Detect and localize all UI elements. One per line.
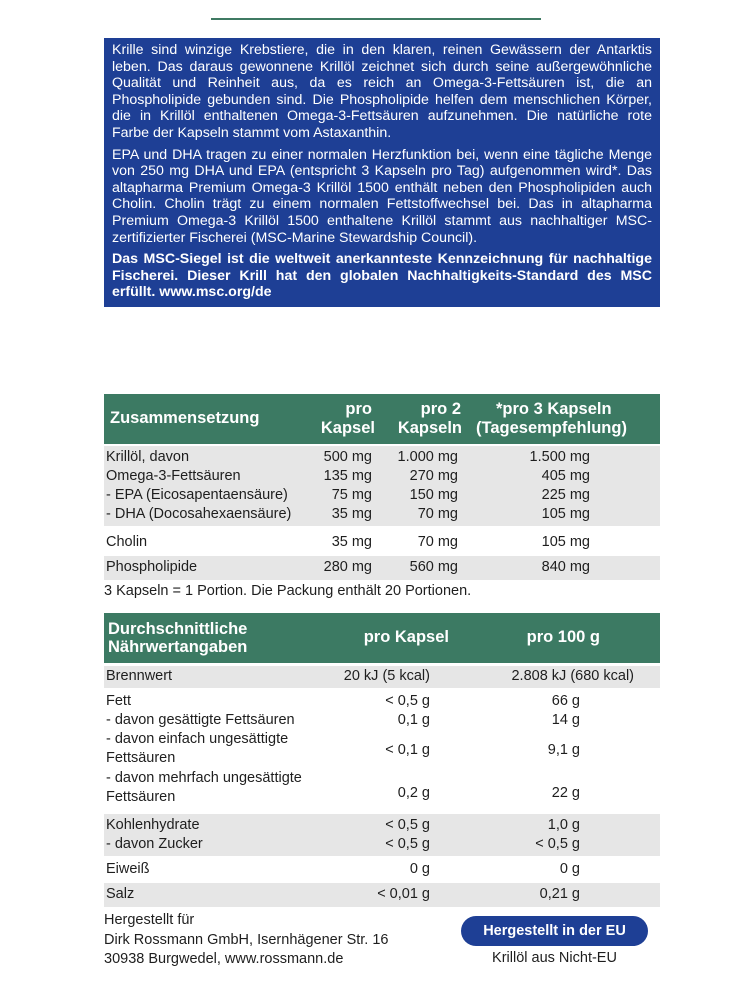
intro-paragraph-2: EPA und DHA tragen zu einer normalen Herzfunktion bei, wenn eine tägliche Menge von 250 mg DHA und EPA (entspricht 3 Kapseln pro Tag) aufgenommen wird*. Das altapharma Premium Omega-3 Krillöl 1500 enthält neben den Phospholipiden auch Cholin. Cholin trägt zu einem normalen Fettstoffwechsel bei. Das in altapharma Premium Omega-3 Krillöl 1500 enthaltene Krillöl stammt aus nachhaltiger MSC-zertifizierter Fischerei (MSC-Marine Stewardship Council). xyxy=(112,146,652,246)
portion-note: 3 Kapseln = 1 Portion. Die Packung enthält 20 Portionen. xyxy=(104,583,472,599)
intro-panel xyxy=(104,38,660,307)
table-row: - davon einfach ungesättigte Fettsäuren < 0,1 g 9,1 g xyxy=(106,731,580,766)
table-row: Fett < 0,5 g 66 g xyxy=(106,693,580,709)
table-row: Brennwert 20 kJ (5 kcal) 2.808 kJ (680 kcal) xyxy=(104,666,660,688)
composition-header-per-2-b: Kapseln xyxy=(397,419,462,437)
manufacturer-address xyxy=(104,911,388,970)
nutrition-header-name-b: Nährwertangaben xyxy=(108,638,248,656)
table-row: - EPA (Eicosapentaensäure) 75 mg 150 mg 225 mg xyxy=(106,487,590,503)
nutrition-header-per-100g: pro 100 g xyxy=(526,628,600,646)
table-row: - davon Zucker < 0,5 g < 0,5 g xyxy=(106,836,580,852)
table-row: Cholin 35 mg 70 mg 105 mg xyxy=(106,534,590,550)
composition-header-name: Zusammensetzung xyxy=(110,409,260,427)
composition-header-per-2-a: pro 2 xyxy=(420,400,461,418)
table-row: Kohlenhydrate < 0,5 g 1,0 g xyxy=(106,817,580,833)
table-row: - DHA (Docosahexaensäure) 35 mg 70 mg 105 mg xyxy=(106,506,590,522)
composition-header-per-capsule-a: pro xyxy=(345,400,372,418)
top-divider xyxy=(211,18,541,20)
manufacturer-line-3: 30938 Burgwedel, www.rossmann.de xyxy=(104,951,344,967)
composition-table-header xyxy=(104,394,660,444)
nutrition-header-name-a: Durchschnittliche xyxy=(108,620,248,638)
composition-header-per-capsule-b: Kapsel xyxy=(320,419,375,437)
made-in-eu-badge: Hergestellt in der EU xyxy=(461,916,648,946)
table-row: Eiweiß 0 g 0 g xyxy=(106,861,580,877)
nutrition-header-per-capsule: pro Kapsel xyxy=(363,628,449,646)
intro-paragraph-msc: Das MSC-Siegel ist die weltweit anerkannteste Kennzeichnung für nachhaltige Fischerei. Dieser Krill hat den globalen Nachhaltigkeits-Standard des MSC erfüllt. www.msc.org/de xyxy=(112,251,652,301)
table-row: - davon mehrfach ungesättigte Fettsäuren 0,2 g 22 g xyxy=(106,770,580,805)
composition-header-per-3-a: *pro 3 Kapseln xyxy=(496,400,612,418)
manufacturer-line-1: Hergestellt für xyxy=(104,912,195,928)
table-row: Omega-3-Fettsäuren 135 mg 270 mg 405 mg xyxy=(106,468,590,484)
nutrition-table-header xyxy=(104,613,660,663)
krill-origin-text: Krillöl aus Nicht-EU xyxy=(492,950,617,966)
table-row: - davon gesättigte Fettsäuren 0,1 g 14 g xyxy=(106,712,580,728)
composition-header-per-3-b: (Tagesempfehlung) xyxy=(476,419,627,437)
table-row: Krillöl, davon 500 mg 1.000 mg 1.500 mg xyxy=(106,449,590,465)
manufacturer-line-2: Dirk Rossmann GmbH, Isernhägener Str. 16 xyxy=(104,931,389,948)
intro-paragraph-1: Krille sind winzige Krebstiere, die in den klaren, reinen Gewässern der Antarktis leben. Das daraus gewonnene Krillöl zeichnet sich durch seine außergewöhnliche Qualität und Reinheit aus, da es reich an Omega-3-Fettsäuren ist, die an Phospholipide gebunden sind. Die Phospholipide helfen dem menschlichen Körper, die in Krillöl enthaltenen Omega-3-Fettsäuren aufzunehmen. Die natürliche rote Farbe der Kapseln stammt vom Astaxanthin. xyxy=(112,42,652,141)
table-row: Phospholipide 280 mg 560 mg 840 mg xyxy=(104,556,660,580)
table-row: Salz < 0,01 g 0,21 g xyxy=(104,883,660,907)
